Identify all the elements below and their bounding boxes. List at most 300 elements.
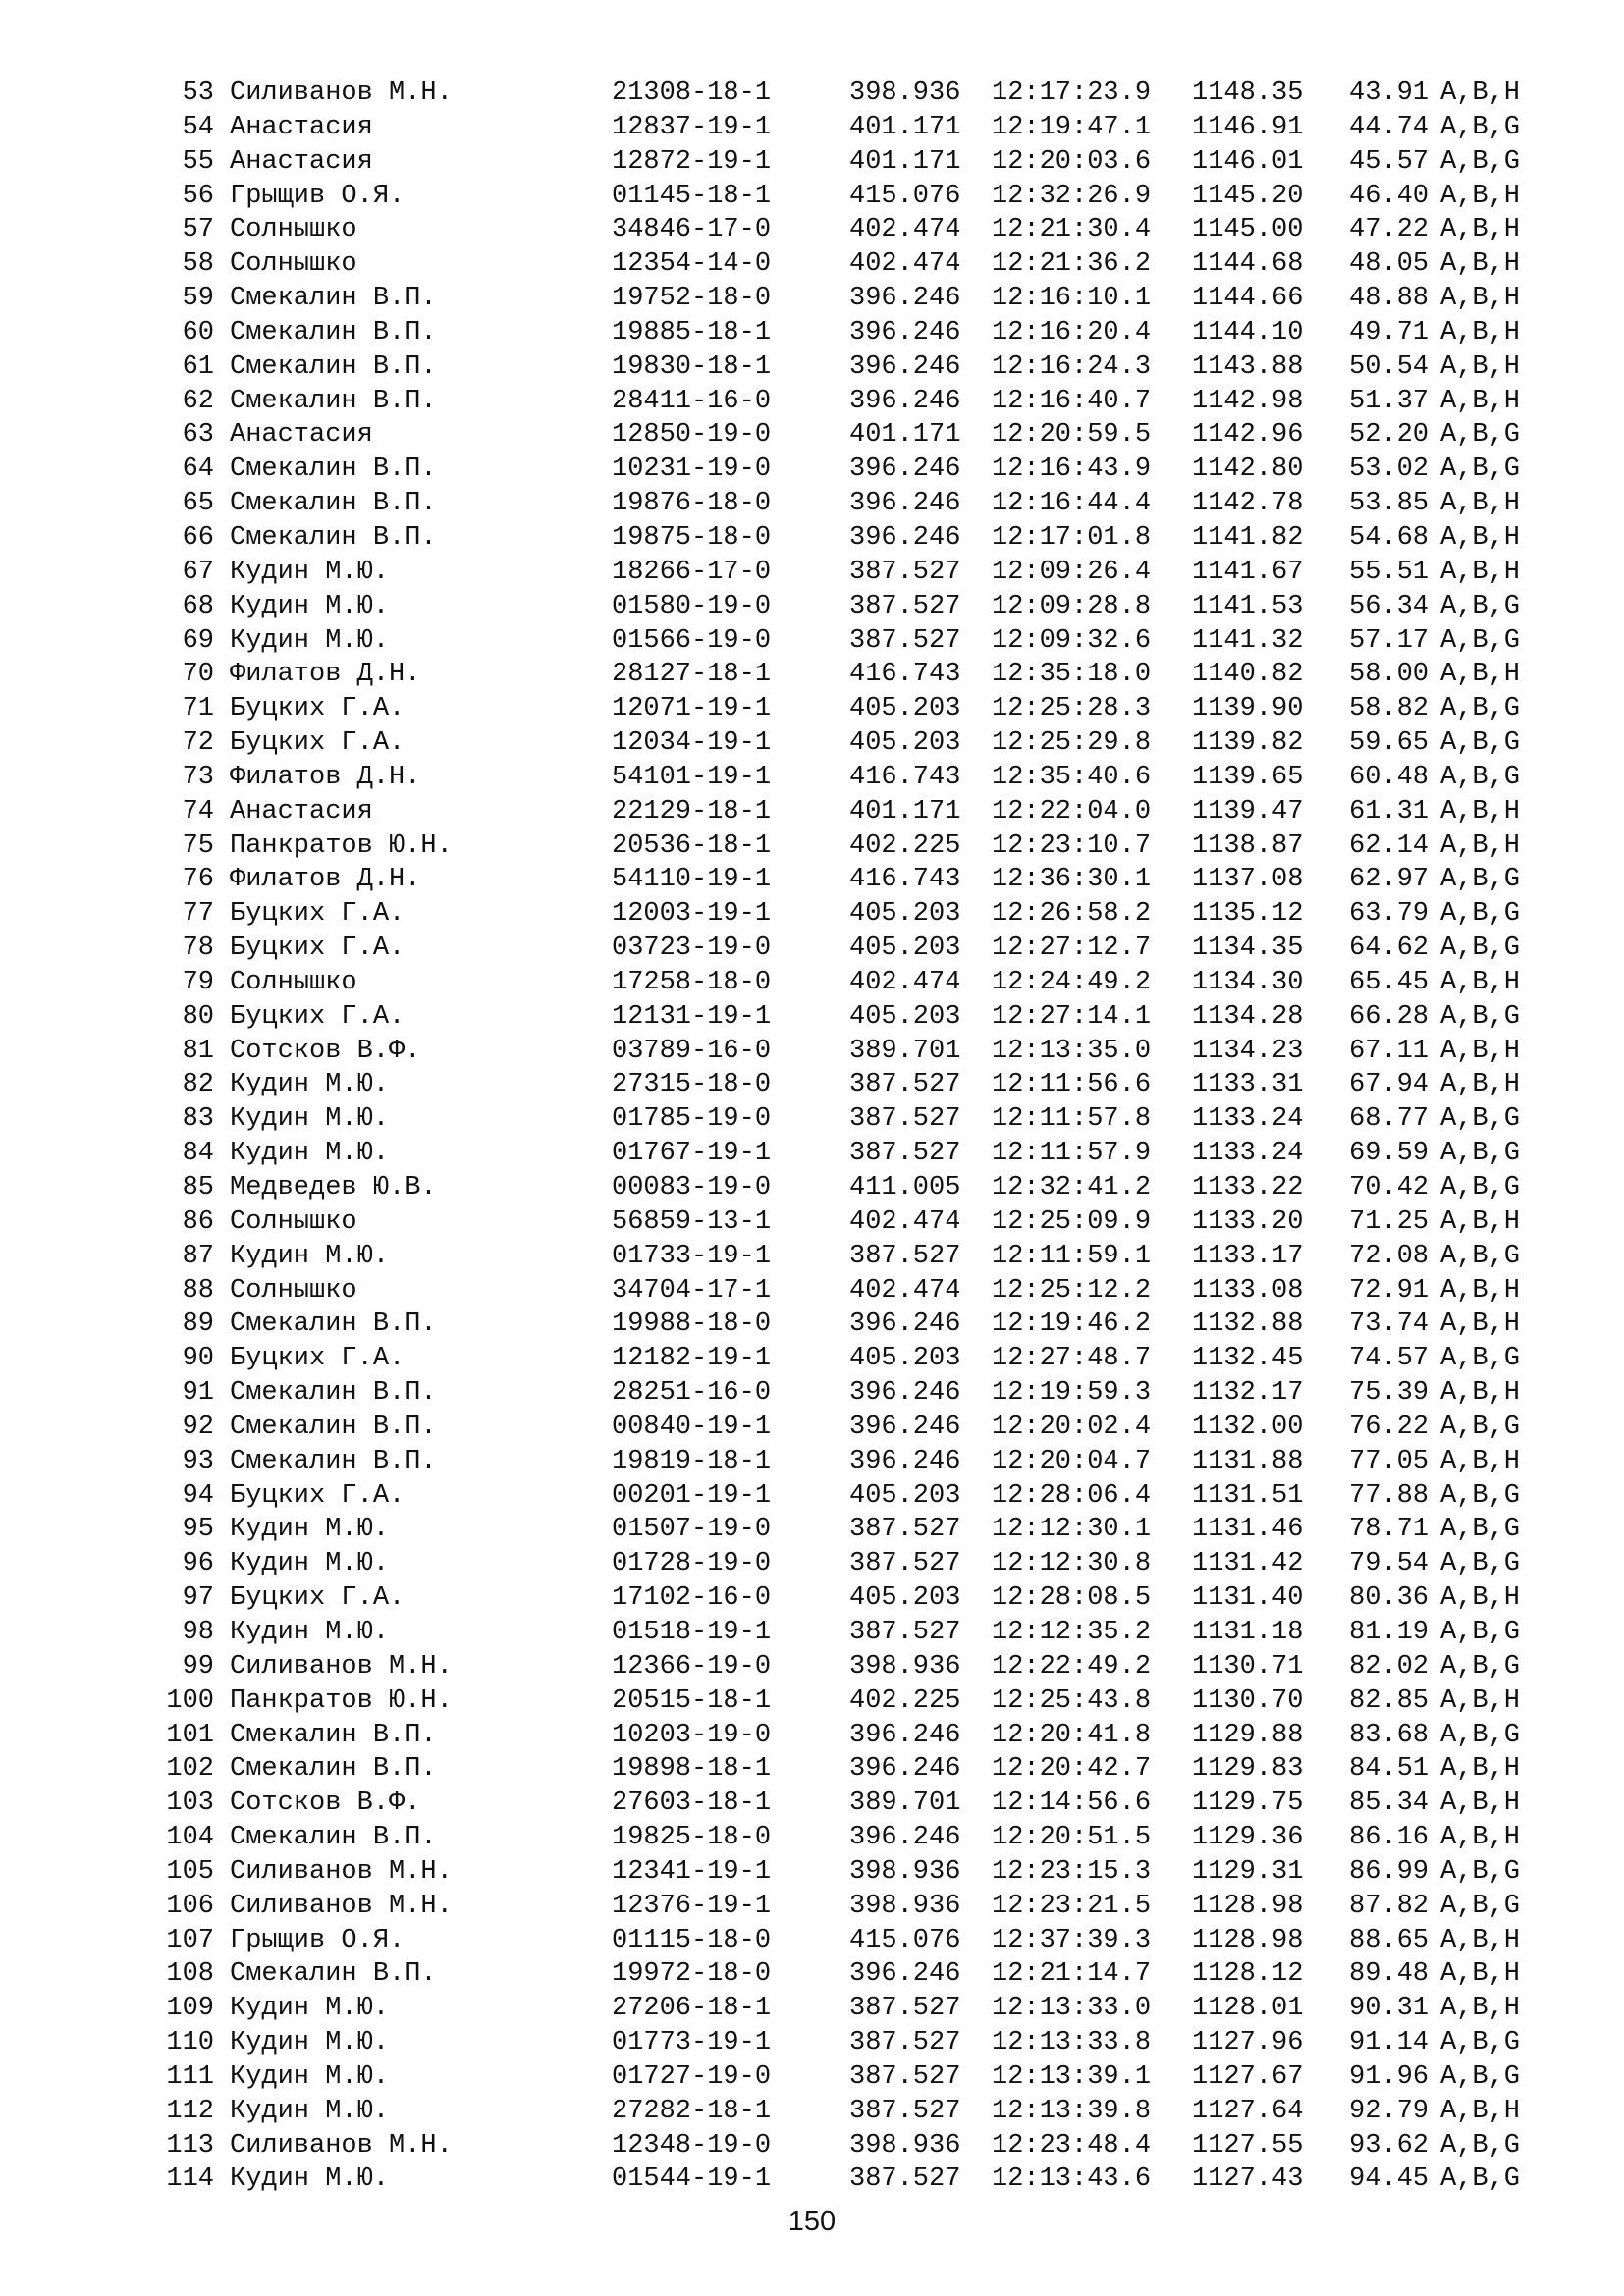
owner-cell: Анастасия [230, 112, 373, 142]
ring-number-cell: 12071-19-1 [612, 694, 772, 724]
place-cell: 104 [166, 1823, 214, 1853]
distance-cell: 401.171 [849, 796, 961, 827]
place-cell: 59 [182, 284, 214, 314]
place-cell: 82 [182, 1070, 214, 1100]
category-flags-cell: A,B,H [1440, 1685, 1521, 1716]
table-row [0, 829, 1624, 864]
table-row [0, 1479, 1624, 1514]
coefficient-cell: 74.57 [1349, 1344, 1430, 1374]
table-row [0, 487, 1624, 521]
ring-number-cell: 27603-18-1 [612, 1789, 772, 1819]
place-cell: 83 [182, 1104, 214, 1135]
speed-cell: 1144.66 [1192, 284, 1304, 314]
place-cell: 69 [182, 625, 214, 656]
ring-number-cell: 21308-18-1 [612, 79, 772, 108]
results-table [0, 77, 1624, 2197]
ring-number-cell: 18266-17-0 [612, 557, 772, 587]
category-flags-cell: A,B,H [1440, 489, 1521, 519]
coefficient-cell: 44.74 [1349, 112, 1430, 142]
owner-cell: Кудин М.Ю. [230, 1515, 390, 1545]
distance-cell: 387.527 [849, 2061, 961, 2092]
place-cell: 98 [182, 1617, 214, 1647]
category-flags-cell: A,B,H [1440, 386, 1521, 416]
owner-cell: Кудин М.Ю. [230, 591, 390, 621]
distance-cell: 405.203 [849, 1344, 961, 1374]
owner-cell: Силиванов М.Н. [230, 1891, 453, 1921]
ring-number-cell: 20515-18-1 [612, 1685, 772, 1716]
place-cell: 85 [182, 1173, 214, 1202]
place-cell: 99 [182, 1651, 214, 1682]
category-flags-cell: A,B,H [1440, 1583, 1521, 1614]
arrival-time-cell: 12:35:18.0 [992, 660, 1152, 690]
arrival-time-cell: 12:37:39.3 [992, 1925, 1152, 1955]
table-row [0, 1752, 1624, 1787]
table-row [0, 418, 1624, 453]
arrival-time-cell: 12:27:48.7 [992, 1344, 1152, 1374]
coefficient-cell: 56.34 [1349, 591, 1430, 621]
table-row [0, 1376, 1624, 1411]
arrival-time-cell: 12:20:04.7 [992, 1446, 1152, 1476]
place-cell: 77 [182, 899, 214, 930]
speed-cell: 1132.45 [1192, 1344, 1304, 1374]
arrival-time-cell: 12:27:14.1 [992, 1001, 1152, 1032]
ring-number-cell: 01544-19-1 [612, 2164, 772, 2195]
place-cell: 91 [182, 1378, 214, 1409]
ring-number-cell: 12131-19-1 [612, 1001, 772, 1032]
owner-cell: Силиванов М.Н. [230, 2130, 453, 2161]
coefficient-cell: 53.85 [1349, 489, 1430, 519]
distance-cell: 405.203 [849, 694, 961, 724]
distance-cell: 396.246 [849, 284, 961, 314]
distance-cell: 416.743 [849, 762, 961, 792]
table-row [0, 692, 1624, 726]
distance-cell: 411.005 [849, 1173, 961, 1202]
ring-number-cell: 19972-18-0 [612, 1959, 772, 1990]
ring-number-cell: 19830-18-1 [612, 351, 772, 382]
owner-cell: Кудин М.Ю. [230, 1617, 390, 1647]
owner-cell: Медведев Ю.В. [230, 1173, 437, 1202]
distance-cell: 396.246 [849, 386, 961, 416]
owner-cell: Буцких Г.А. [230, 1480, 406, 1511]
place-cell: 63 [182, 420, 214, 451]
ring-number-cell: 54110-19-1 [612, 865, 772, 895]
coefficient-cell: 80.36 [1349, 1583, 1430, 1614]
distance-cell: 402.474 [849, 967, 961, 997]
place-cell: 106 [166, 1891, 214, 1921]
speed-cell: 1129.31 [1192, 1856, 1304, 1887]
arrival-time-cell: 12:24:49.2 [992, 967, 1152, 997]
distance-cell: 387.527 [849, 1617, 961, 1647]
coefficient-cell: 92.79 [1349, 2096, 1430, 2126]
speed-cell: 1131.88 [1192, 1446, 1304, 1476]
speed-cell: 1129.83 [1192, 1754, 1304, 1785]
place-cell: 61 [182, 351, 214, 382]
arrival-time-cell: 12:25:28.3 [992, 694, 1152, 724]
arrival-time-cell: 12:09:32.6 [992, 625, 1152, 656]
coefficient-cell: 85.34 [1349, 1789, 1430, 1819]
distance-cell: 416.743 [849, 660, 961, 690]
category-flags-cell: A,B,H [1440, 660, 1521, 690]
table-row [0, 77, 1624, 111]
table-row [0, 1616, 1624, 1650]
owner-cell: Смекалин В.П. [230, 1309, 437, 1340]
distance-cell: 387.527 [849, 557, 961, 587]
arrival-time-cell: 12:16:20.4 [992, 317, 1152, 347]
table-row [0, 897, 1624, 932]
ring-number-cell: 01785-19-0 [612, 1104, 772, 1135]
coefficient-cell: 82.85 [1349, 1685, 1430, 1716]
category-flags-cell: A,B,G [1440, 1515, 1521, 1545]
table-row [0, 385, 1624, 419]
distance-cell: 398.936 [849, 2130, 961, 2161]
ring-number-cell: 00201-19-1 [612, 1480, 772, 1511]
table-row [0, 2129, 1624, 2163]
coefficient-cell: 89.48 [1349, 1959, 1430, 1990]
owner-cell: Смекалин В.П. [230, 351, 437, 382]
ring-number-cell: 27206-18-1 [612, 1994, 772, 2024]
ring-number-cell: 19875-18-0 [612, 522, 772, 553]
arrival-time-cell: 12:20:42.7 [992, 1754, 1152, 1785]
distance-cell: 396.246 [849, 1446, 961, 1476]
category-flags-cell: A,B,H [1440, 181, 1521, 211]
table-row [0, 1821, 1624, 1855]
speed-cell: 1127.64 [1192, 2096, 1304, 2126]
arrival-time-cell: 12:35:40.6 [992, 762, 1152, 792]
owner-cell: Грыщив О.Я. [230, 1925, 406, 1955]
speed-cell: 1137.08 [1192, 865, 1304, 895]
speed-cell: 1142.98 [1192, 386, 1304, 416]
distance-cell: 396.246 [849, 1720, 961, 1750]
place-cell: 64 [182, 454, 214, 485]
place-cell: 56 [182, 181, 214, 211]
table-row [0, 1992, 1624, 2026]
arrival-time-cell: 12:23:21.5 [992, 1891, 1152, 1921]
category-flags-cell: A,B,H [1440, 1925, 1521, 1955]
owner-cell: Кудин М.Ю. [230, 1994, 390, 2024]
place-cell: 96 [182, 1549, 214, 1579]
distance-cell: 402.225 [849, 1685, 961, 1716]
ring-number-cell: 12376-19-1 [612, 1891, 772, 1921]
coefficient-cell: 47.22 [1349, 215, 1430, 245]
coefficient-cell: 50.54 [1349, 351, 1430, 382]
ring-number-cell: 12003-19-1 [612, 899, 772, 930]
distance-cell: 387.527 [849, 1994, 961, 2024]
coefficient-cell: 69.59 [1349, 1139, 1430, 1169]
owner-cell: Буцких Г.А. [230, 934, 406, 964]
owner-cell: Кудин М.Ю. [230, 1139, 390, 1169]
table-row [0, 1205, 1624, 1240]
category-flags-cell: A,B,G [1440, 625, 1521, 656]
owner-cell: Сотсков В.Ф. [230, 1789, 421, 1819]
distance-cell: 402.474 [849, 249, 961, 280]
place-cell: 67 [182, 557, 214, 587]
ring-number-cell: 01507-19-0 [612, 1515, 772, 1545]
place-cell: 110 [166, 2028, 214, 2058]
ring-number-cell: 12034-19-1 [612, 728, 772, 759]
category-flags-cell: A,B,H [1440, 1789, 1521, 1819]
speed-cell: 1133.17 [1192, 1241, 1304, 1271]
ring-number-cell: 28251-16-0 [612, 1378, 772, 1409]
coefficient-cell: 53.02 [1349, 454, 1430, 485]
ring-number-cell: 19876-18-0 [612, 489, 772, 519]
speed-cell: 1130.70 [1192, 1685, 1304, 1716]
table-row [0, 795, 1624, 829]
arrival-time-cell: 12:11:57.9 [992, 1139, 1152, 1169]
arrival-time-cell: 12:25:09.9 [992, 1206, 1152, 1237]
category-flags-cell: A,B,H [1440, 522, 1521, 553]
place-cell: 62 [182, 386, 214, 416]
coefficient-cell: 81.19 [1349, 1617, 1430, 1647]
place-cell: 66 [182, 522, 214, 553]
owner-cell: Кудин М.Ю. [230, 2164, 390, 2195]
place-cell: 93 [182, 1446, 214, 1476]
table-row [0, 1308, 1624, 1342]
place-cell: 87 [182, 1241, 214, 1271]
distance-cell: 405.203 [849, 1480, 961, 1511]
category-flags-cell: A,B,H [1440, 1994, 1521, 2024]
owner-cell: Кудин М.Ю. [230, 557, 390, 587]
place-cell: 76 [182, 865, 214, 895]
coefficient-cell: 61.31 [1349, 796, 1430, 827]
place-cell: 75 [182, 830, 214, 861]
place-cell: 58 [182, 249, 214, 280]
arrival-time-cell: 12:25:29.8 [992, 728, 1152, 759]
speed-cell: 1127.55 [1192, 2130, 1304, 2161]
category-flags-cell: A,B,G [1440, 1651, 1521, 1682]
table-row [0, 1445, 1624, 1479]
speed-cell: 1133.08 [1192, 1275, 1304, 1306]
table-row [0, 726, 1624, 761]
distance-cell: 387.527 [849, 1241, 961, 1271]
distance-cell: 387.527 [849, 1139, 961, 1169]
owner-cell: Кудин М.Ю. [230, 1104, 390, 1135]
distance-cell: 396.246 [849, 1959, 961, 1990]
ring-number-cell: 03789-16-0 [612, 1036, 772, 1066]
place-cell: 81 [182, 1036, 214, 1066]
table-row [0, 247, 1624, 282]
arrival-time-cell: 12:11:56.6 [992, 1070, 1152, 1100]
arrival-time-cell: 12:13:33.0 [992, 1994, 1152, 2024]
arrival-time-cell: 12:14:56.6 [992, 1789, 1152, 1819]
speed-cell: 1133.22 [1192, 1173, 1304, 1202]
arrival-time-cell: 12:13:39.1 [992, 2061, 1152, 2092]
place-cell: 105 [166, 1856, 214, 1887]
owner-cell: Силиванов М.Н. [230, 1651, 453, 1682]
speed-cell: 1139.47 [1192, 796, 1304, 827]
ring-number-cell: 12837-19-1 [612, 112, 772, 142]
owner-cell: Смекалин В.П. [230, 1412, 437, 1442]
table-row [0, 1890, 1624, 1924]
place-cell: 68 [182, 591, 214, 621]
category-flags-cell: A,B,G [1440, 1104, 1521, 1135]
place-cell: 107 [166, 1925, 214, 1955]
coefficient-cell: 45.57 [1349, 146, 1430, 177]
category-flags-cell: A,B,G [1440, 420, 1521, 451]
coefficient-cell: 67.94 [1349, 1070, 1430, 1100]
owner-cell: Панкратов Ю.Н. [230, 1685, 453, 1716]
coefficient-cell: 75.39 [1349, 1378, 1430, 1409]
distance-cell: 396.246 [849, 1309, 961, 1340]
ring-number-cell: 12872-19-1 [612, 146, 772, 177]
table-row [0, 1068, 1624, 1102]
speed-cell: 1148.35 [1192, 79, 1304, 108]
coefficient-cell: 65.45 [1349, 967, 1430, 997]
owner-cell: Солнышко [230, 215, 357, 245]
owner-cell: Солнышко [230, 1206, 357, 1237]
speed-cell: 1129.75 [1192, 1789, 1304, 1819]
table-row [0, 282, 1624, 316]
speed-cell: 1140.82 [1192, 660, 1304, 690]
speed-cell: 1138.87 [1192, 830, 1304, 861]
distance-cell: 402.474 [849, 215, 961, 245]
category-flags-cell: A,B,H [1440, 79, 1521, 108]
owner-cell: Силиванов М.Н. [230, 1856, 453, 1887]
ring-number-cell: 01773-19-1 [612, 2028, 772, 2058]
coefficient-cell: 68.77 [1349, 1104, 1430, 1135]
arrival-time-cell: 12:20:59.5 [992, 420, 1152, 451]
table-row [0, 1102, 1624, 1137]
category-flags-cell: A,B,G [1440, 1856, 1521, 1887]
table-row [0, 145, 1624, 180]
distance-cell: 387.527 [849, 1515, 961, 1545]
ring-number-cell: 34846-17-0 [612, 215, 772, 245]
place-cell: 74 [182, 796, 214, 827]
arrival-time-cell: 12:20:03.6 [992, 146, 1152, 177]
owner-cell: Кудин М.Ю. [230, 1549, 390, 1579]
arrival-time-cell: 12:27:12.7 [992, 934, 1152, 964]
table-row [0, 2060, 1624, 2095]
speed-cell: 1145.00 [1192, 215, 1304, 245]
category-flags-cell: A,B,G [1440, 146, 1521, 177]
speed-cell: 1128.98 [1192, 1925, 1304, 1955]
coefficient-cell: 62.97 [1349, 865, 1430, 895]
arrival-time-cell: 12:16:24.3 [992, 351, 1152, 382]
place-cell: 113 [166, 2130, 214, 2161]
owner-cell: Панкратов Ю.Н. [230, 830, 453, 861]
speed-cell: 1129.36 [1192, 1823, 1304, 1853]
speed-cell: 1131.51 [1192, 1480, 1304, 1511]
distance-cell: 402.474 [849, 1206, 961, 1237]
distance-cell: 405.203 [849, 1001, 961, 1032]
owner-cell: Смекалин В.П. [230, 1754, 437, 1785]
owner-cell: Смекалин В.П. [230, 1959, 437, 1990]
coefficient-cell: 84.51 [1349, 1754, 1430, 1785]
distance-cell: 415.076 [849, 1925, 961, 1955]
ring-number-cell: 12354-14-0 [612, 249, 772, 280]
table-row [0, 1787, 1624, 1821]
table-row [0, 1581, 1624, 1616]
arrival-time-cell: 12:22:49.2 [992, 1651, 1152, 1682]
coefficient-cell: 93.62 [1349, 2130, 1430, 2161]
owner-cell: Кудин М.Ю. [230, 2096, 390, 2126]
arrival-time-cell: 12:32:26.9 [992, 181, 1152, 211]
place-cell: 101 [166, 1720, 214, 1750]
owner-cell: Буцких Г.А. [230, 899, 406, 930]
speed-cell: 1146.91 [1192, 112, 1304, 142]
speed-cell: 1127.43 [1192, 2164, 1304, 2195]
place-cell: 86 [182, 1206, 214, 1237]
coefficient-cell: 66.28 [1349, 1001, 1430, 1032]
coefficient-cell: 46.40 [1349, 181, 1430, 211]
arrival-time-cell: 12:26:58.2 [992, 899, 1152, 930]
arrival-time-cell: 12:16:43.9 [992, 454, 1152, 485]
ring-number-cell: 54101-19-1 [612, 762, 772, 792]
table-row [0, 556, 1624, 590]
coefficient-cell: 59.65 [1349, 728, 1430, 759]
distance-cell: 405.203 [849, 728, 961, 759]
coefficient-cell: 70.42 [1349, 1173, 1430, 1202]
place-cell: 70 [182, 660, 214, 690]
category-flags-cell: A,B,G [1440, 865, 1521, 895]
table-row [0, 2163, 1624, 2197]
place-cell: 53 [182, 79, 214, 108]
category-flags-cell: A,B,G [1440, 1617, 1521, 1647]
owner-cell: Смекалин В.П. [230, 386, 437, 416]
distance-cell: 387.527 [849, 1549, 961, 1579]
speed-cell: 1139.82 [1192, 728, 1304, 759]
distance-cell: 405.203 [849, 934, 961, 964]
ring-number-cell: 01733-19-1 [612, 1241, 772, 1271]
category-flags-cell: A,B,G [1440, 1001, 1521, 1032]
place-cell: 92 [182, 1412, 214, 1442]
arrival-time-cell: 12:13:33.8 [992, 2028, 1152, 2058]
arrival-time-cell: 12:23:15.3 [992, 1856, 1152, 1887]
speed-cell: 1133.24 [1192, 1104, 1304, 1135]
category-flags-cell: A,B,H [1440, 1036, 1521, 1066]
speed-cell: 1132.88 [1192, 1309, 1304, 1340]
coefficient-cell: 49.71 [1349, 317, 1430, 347]
coefficient-cell: 52.20 [1349, 420, 1430, 451]
ring-number-cell: 17102-16-0 [612, 1583, 772, 1614]
coefficient-cell: 55.51 [1349, 557, 1430, 587]
distance-cell: 415.076 [849, 181, 961, 211]
owner-cell: Смекалин В.П. [230, 284, 437, 314]
category-flags-cell: A,B,G [1440, 2061, 1521, 2092]
arrival-time-cell: 12:22:04.0 [992, 796, 1152, 827]
owner-cell: Смекалин В.П. [230, 1446, 437, 1476]
place-cell: 94 [182, 1480, 214, 1511]
speed-cell: 1133.20 [1192, 1206, 1304, 1237]
table-row [0, 316, 1624, 350]
coefficient-cell: 88.65 [1349, 1925, 1430, 1955]
coefficient-cell: 64.62 [1349, 934, 1430, 964]
owner-cell: Солнышко [230, 1275, 357, 1306]
category-flags-cell: A,B,G [1440, 591, 1521, 621]
coefficient-cell: 58.82 [1349, 694, 1430, 724]
ring-number-cell: 03723-19-0 [612, 934, 772, 964]
owner-cell: Смекалин В.П. [230, 1378, 437, 1409]
coefficient-cell: 91.96 [1349, 2061, 1430, 2092]
speed-cell: 1131.18 [1192, 1617, 1304, 1647]
speed-cell: 1129.88 [1192, 1720, 1304, 1750]
owner-cell: Буцких Г.А. [230, 694, 406, 724]
place-cell: 72 [182, 728, 214, 759]
ring-number-cell: 12182-19-1 [612, 1344, 772, 1374]
table-row [0, 1924, 1624, 1958]
owner-cell: Смекалин В.П. [230, 1720, 437, 1750]
table-row [0, 1719, 1624, 1753]
coefficient-cell: 79.54 [1349, 1549, 1430, 1579]
place-cell: 112 [166, 2096, 214, 2126]
category-flags-cell: A,B,G [1440, 934, 1521, 964]
coefficient-cell: 62.14 [1349, 830, 1430, 861]
distance-cell: 396.246 [849, 1412, 961, 1442]
ring-number-cell: 01580-19-0 [612, 591, 772, 621]
arrival-time-cell: 12:23:48.4 [992, 2130, 1152, 2161]
speed-cell: 1144.10 [1192, 317, 1304, 347]
place-cell: 89 [182, 1309, 214, 1340]
place-cell: 79 [182, 967, 214, 997]
